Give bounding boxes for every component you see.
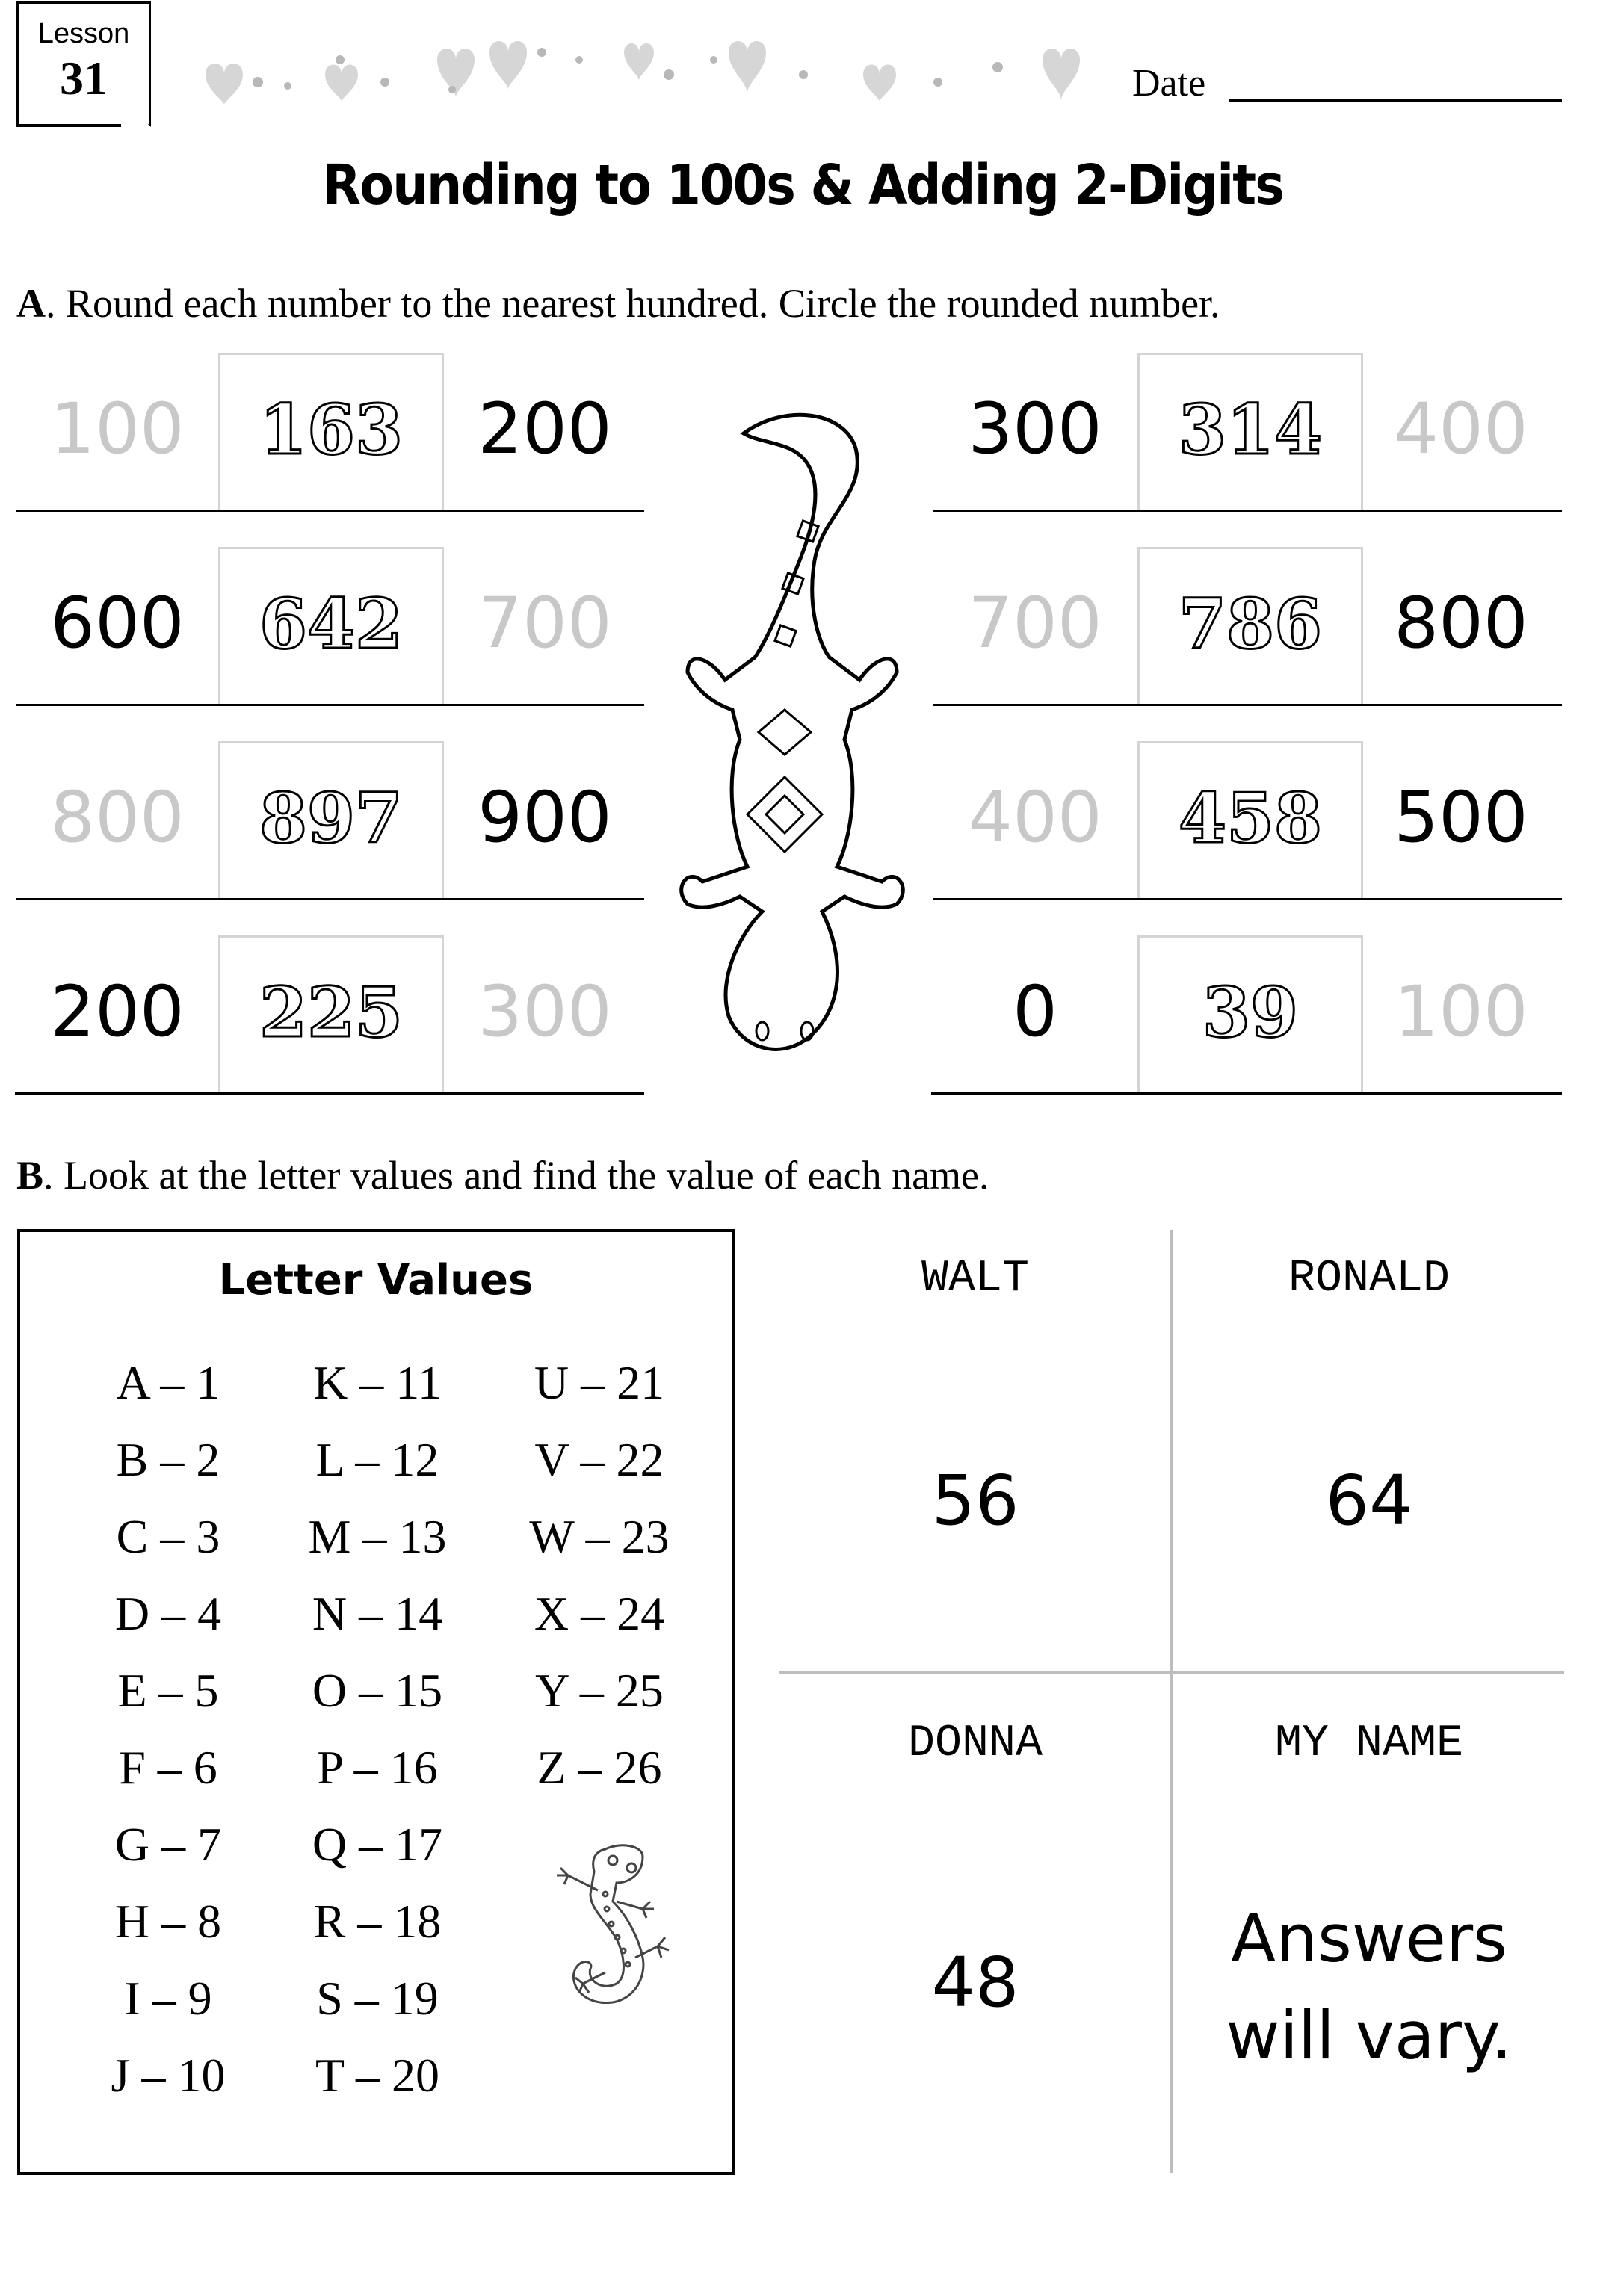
date-label: Date <box>1132 62 1206 105</box>
date-field[interactable] <box>1229 99 1562 102</box>
letter-value: U – 21 <box>534 1356 665 1409</box>
name-label-donna: DONNA <box>907 1718 1043 1769</box>
letter-value: T – 20 <box>315 2049 439 2102</box>
section-a-letter: A <box>16 281 46 326</box>
section-b-instruction <box>16 1152 989 1198</box>
lesson-tag <box>16 1 151 127</box>
round-option-high[interactable]: 700 <box>478 583 612 664</box>
letter-value: W – 23 <box>529 1510 670 1563</box>
letter-value: M – 13 <box>308 1510 447 1563</box>
letter-value: S – 19 <box>316 1972 439 2025</box>
round-option-low[interactable]: 800 <box>50 777 185 858</box>
round-option-high[interactable]: 100 <box>1394 971 1528 1053</box>
rounding-row <box>927 935 1599 1133</box>
letter-value: E – 5 <box>117 1664 219 1717</box>
letter-value: N – 14 <box>312 1587 443 1640</box>
rounding-row <box>927 547 1599 744</box>
letter-values-title: Letter Values <box>218 1256 534 1305</box>
letter-value: R – 18 <box>313 1895 442 1948</box>
answer-line-2: will vary. <box>1226 1997 1513 2074</box>
round-option-high[interactable]: 300 <box>478 971 612 1053</box>
round-option-high[interactable]: 400 <box>1394 389 1528 470</box>
page-title: Rounding to 100s & Adding 2-Digits <box>322 153 1284 217</box>
letter-value: C – 3 <box>116 1510 220 1563</box>
letter-value: Q – 17 <box>312 1818 443 1871</box>
letter-value: X – 24 <box>534 1587 665 1640</box>
letter-value: F – 6 <box>119 1741 217 1794</box>
letter-value: L – 12 <box>315 1433 439 1486</box>
letter-value: O – 15 <box>312 1664 443 1717</box>
name-value-donna[interactable]: 48 <box>931 1943 1019 2023</box>
section-b-text: . Look at the letter values and find the value of each name. <box>43 1153 989 1198</box>
name-label-my-name: MY NAME <box>1274 1718 1464 1769</box>
name-label-ronald: RONALD <box>1288 1254 1451 1305</box>
section-b-letter: B <box>16 1153 44 1198</box>
letter-value: Y – 25 <box>535 1664 664 1717</box>
letter-value: V – 22 <box>534 1433 664 1486</box>
rounding-row <box>0 547 650 744</box>
round-option-high[interactable]: 500 <box>1394 777 1528 858</box>
letter-value: K – 11 <box>313 1356 442 1409</box>
rounding-row <box>927 353 1599 550</box>
round-option-low[interactable]: 100 <box>50 389 185 470</box>
letter-value: J – 10 <box>111 2049 226 2102</box>
round-option-high[interactable]: 900 <box>478 777 612 858</box>
small-gecko-icon <box>493 1834 688 2014</box>
letter-value: Z – 26 <box>537 1741 662 1794</box>
letter-value: D – 4 <box>114 1587 222 1640</box>
lesson-label: Lesson <box>37 18 130 49</box>
round-option-low[interactable]: 700 <box>968 583 1102 664</box>
letter-value: B – 2 <box>116 1433 220 1486</box>
round-option-high[interactable]: 200 <box>478 389 612 470</box>
number-to-round: 39 <box>1202 972 1299 1053</box>
name-label-walt: WALT <box>921 1254 1030 1305</box>
number-to-round: 897 <box>259 778 404 858</box>
round-option-high[interactable]: 800 <box>1394 583 1528 664</box>
name-value-my-name[interactable] <box>1175 1890 1563 2085</box>
round-option-low[interactable]: 300 <box>968 389 1102 470</box>
letter-value: A – 1 <box>116 1356 220 1409</box>
round-option-low[interactable]: 200 <box>50 971 185 1053</box>
answer-line-1: Answers <box>1231 1900 1507 1977</box>
number-to-round: 458 <box>1178 778 1323 858</box>
name-value-ronald[interactable]: 64 <box>1325 1461 1413 1541</box>
round-option-low[interactable]: 0 <box>1013 971 1057 1053</box>
number-to-round: 642 <box>259 584 404 664</box>
number-to-round: 225 <box>259 972 404 1053</box>
rounding-row <box>0 353 650 550</box>
letter-values-box <box>17 1229 735 2175</box>
number-to-round: 314 <box>1178 389 1323 470</box>
grid-horizontal-divider <box>779 1671 1564 1674</box>
number-to-round: 163 <box>259 389 404 470</box>
page-fold-icon <box>121 97 151 127</box>
section-a-text: . Round each number to the nearest hundred. Circle the rounded number. <box>46 281 1220 326</box>
letter-value: G – 7 <box>114 1818 222 1871</box>
rounding-row <box>0 935 650 1133</box>
number-to-round: 786 <box>1178 584 1323 664</box>
letter-value: H – 8 <box>114 1895 222 1948</box>
rounding-row <box>927 741 1599 938</box>
round-option-low[interactable]: 600 <box>50 583 185 664</box>
section-a-instruction <box>16 280 1220 327</box>
hearts-border-decoration <box>191 30 1117 105</box>
letter-value: I – 9 <box>124 1972 212 2025</box>
letter-value: P – 16 <box>317 1741 438 1794</box>
rounding-row <box>0 741 650 938</box>
gecko-illustration-icon <box>673 389 912 1091</box>
grid-vertical-divider <box>1170 1230 1173 2173</box>
round-option-low[interactable]: 400 <box>968 777 1102 858</box>
name-value-walt[interactable]: 56 <box>931 1461 1019 1541</box>
lesson-number: 31 <box>60 52 108 105</box>
